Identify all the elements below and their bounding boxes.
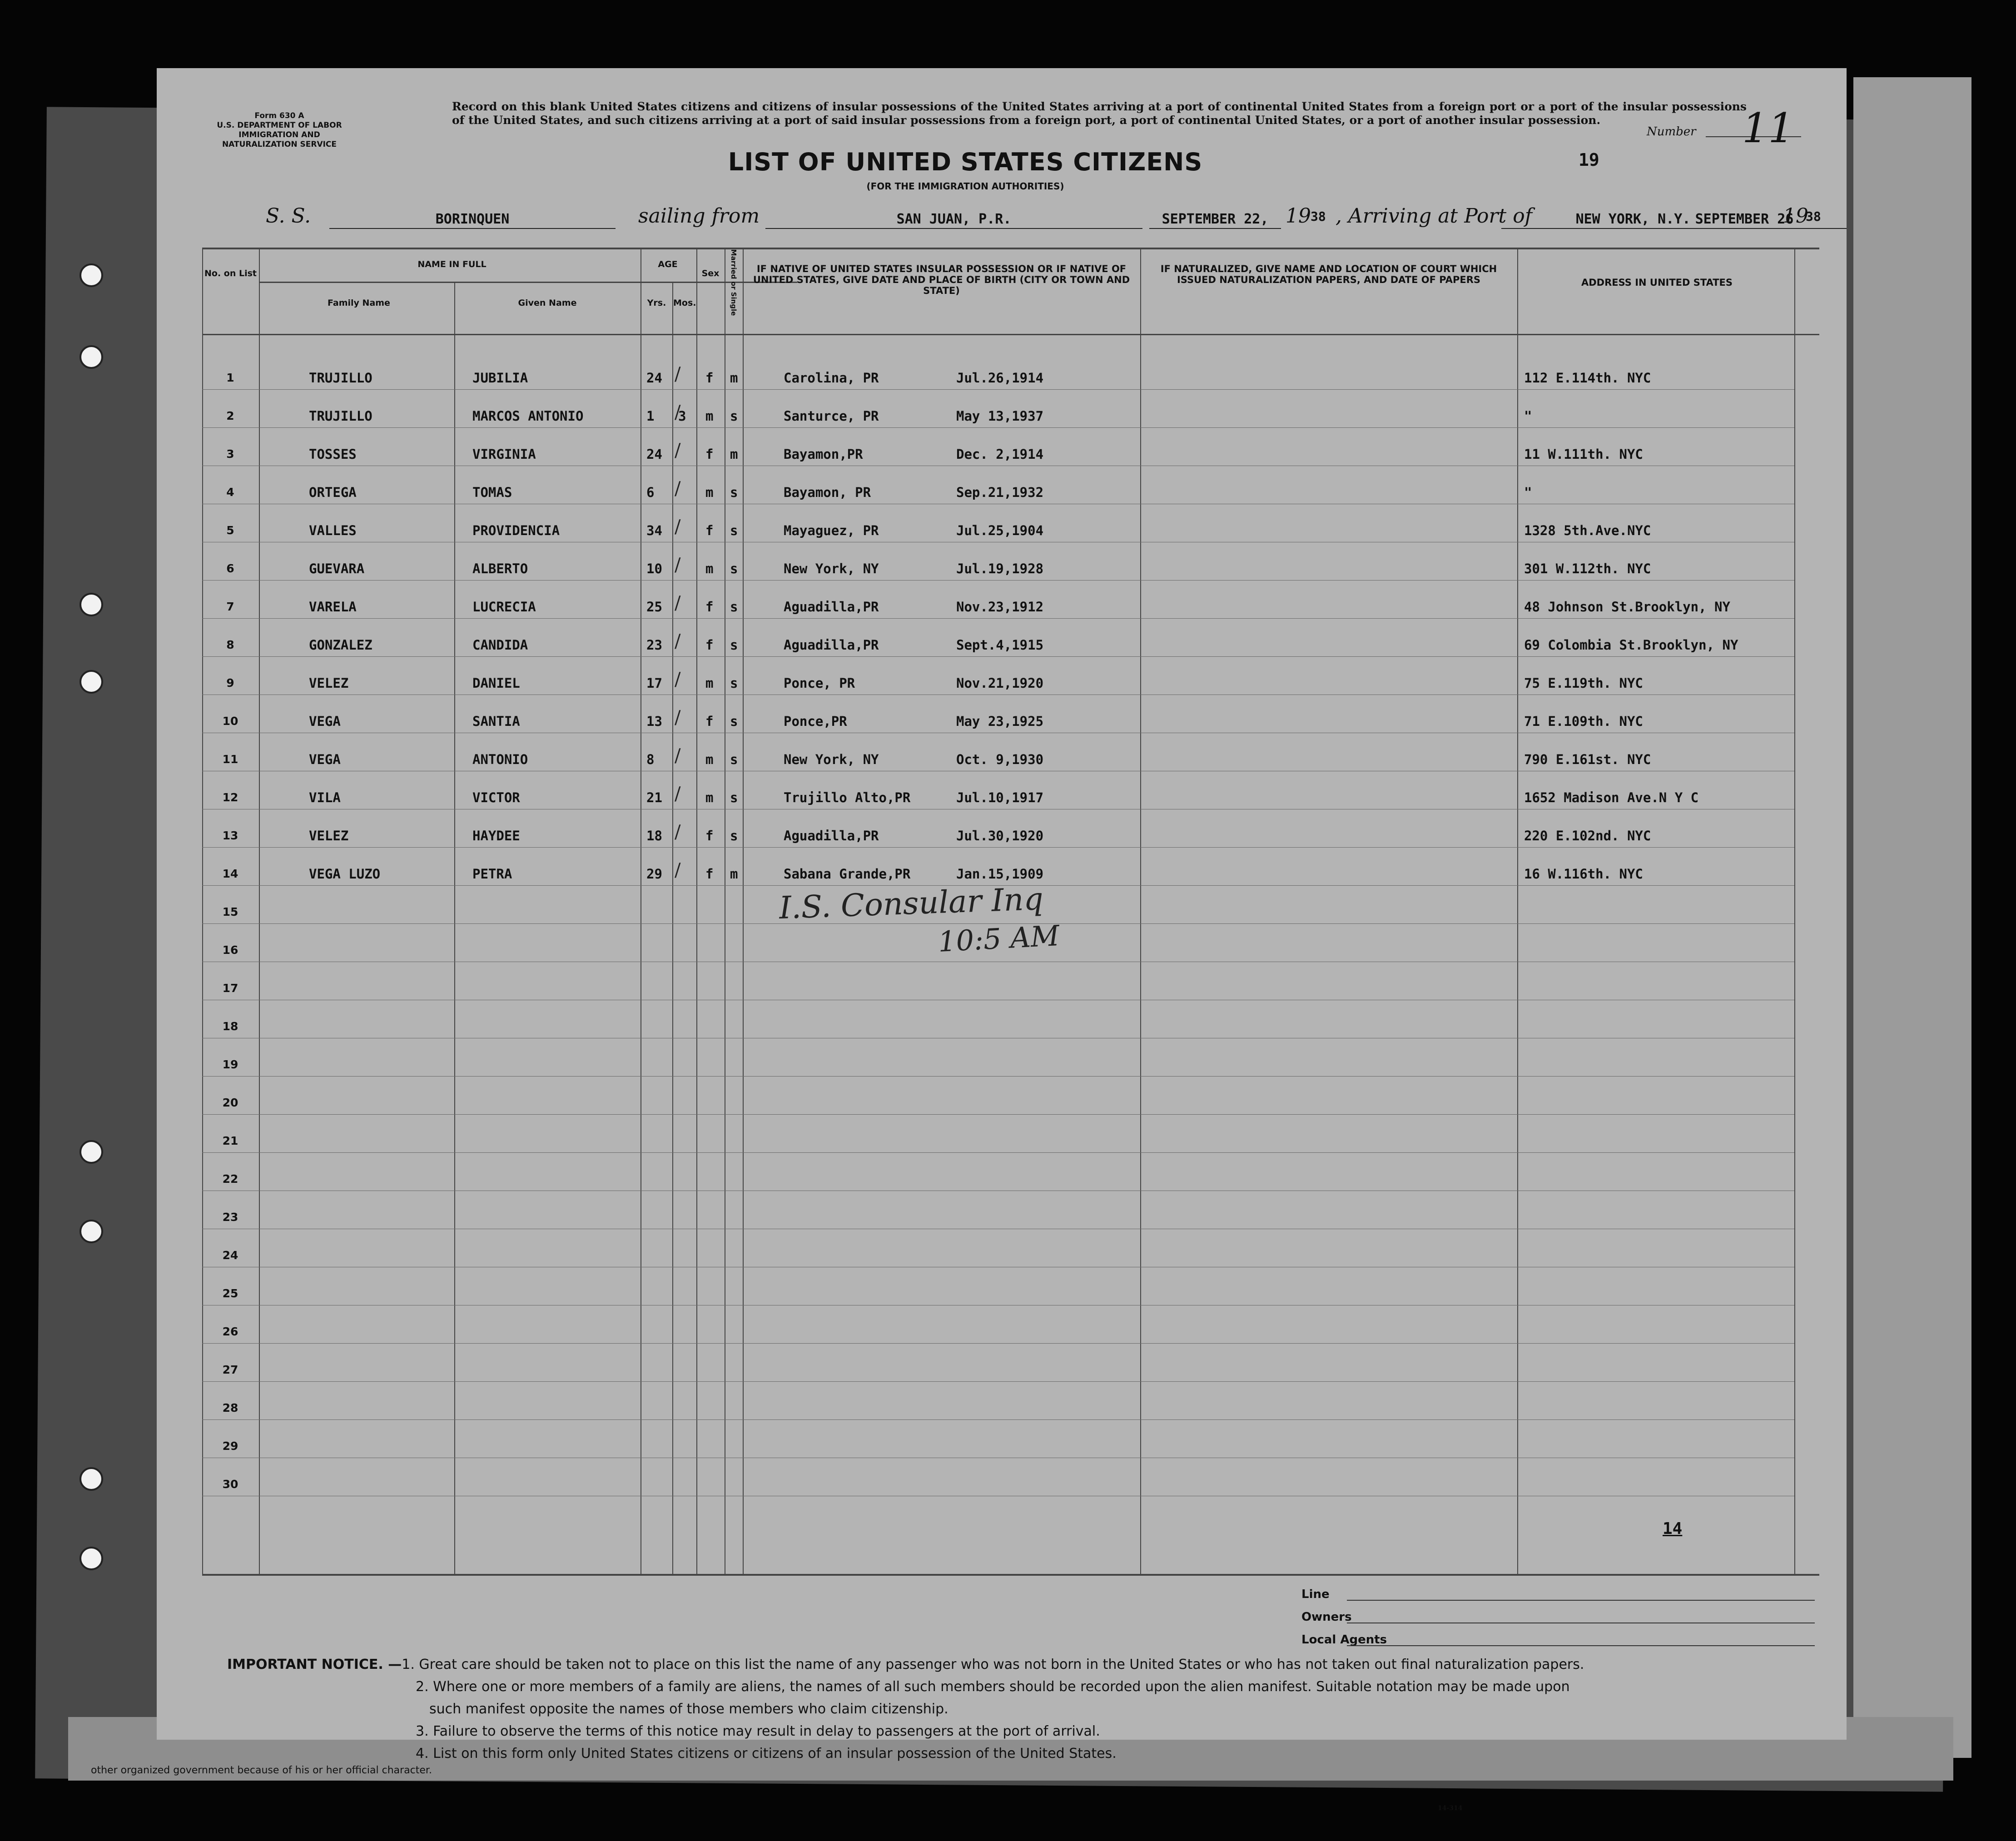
ss-label: S. S. (266, 204, 311, 228)
row-number: 27 (222, 1363, 238, 1376)
family-name: VEGA (309, 714, 341, 729)
row-rule (202, 427, 1794, 428)
birth-date: Jul.25,1904 (956, 523, 1044, 538)
header-given-name: Given Name (518, 298, 577, 308)
age-tick-mark: / (675, 593, 681, 614)
address: 48 Johnson St.Brooklyn, NY (1524, 599, 1730, 615)
address: 75 E.119th. NYC (1524, 675, 1643, 691)
col-line (743, 248, 744, 1574)
age-tick-mark: / (675, 860, 681, 881)
age-years: 13 (646, 714, 662, 729)
passenger-total: 14 (1663, 1519, 1683, 1538)
sex: f (705, 599, 714, 615)
row-number: 9 (226, 676, 234, 690)
address: 112 E.114th. NYC (1524, 370, 1651, 386)
given-name: MARCOS ANTONIO (472, 408, 584, 424)
row-rule (202, 1381, 1794, 1382)
century-label-2: 19 (1783, 204, 1808, 228)
age-tick-mark: / (675, 707, 681, 728)
page-edge (1853, 77, 1971, 1758)
birth-date: Oct. 9,1930 (956, 752, 1044, 767)
page-title: LIST OF UNITED STATES CITIZENS (728, 148, 1203, 176)
age-years: 29 (646, 866, 662, 882)
table-bottom-rule (202, 1574, 1819, 1576)
agents-field (1347, 1645, 1815, 1646)
given-name: SANTIA (472, 714, 520, 729)
row-number: 19 (222, 1058, 238, 1071)
row-number: 1 (226, 371, 234, 384)
age-years: 24 (646, 370, 662, 386)
age-tick-mark: / (675, 669, 681, 690)
service-name-1: IMMIGRATION AND (238, 130, 320, 139)
address: 1328 5th.Ave.NYC (1524, 523, 1651, 538)
family-name: TRUJILLO (309, 408, 372, 424)
departure-port: SAN JUAN, P.R. (765, 211, 1142, 229)
age-months: 3 (678, 408, 686, 424)
row-number: 6 (226, 562, 234, 575)
row-number: 3 (226, 447, 234, 461)
sex: f (705, 637, 714, 653)
marital-status: m (730, 370, 738, 386)
arrival-date: SEPTEMBER 26 (1642, 211, 1847, 229)
given-name: PETRA (472, 866, 512, 882)
sex: f (705, 828, 714, 844)
binder-hole (79, 1220, 103, 1243)
serial-stamp: 19 (1579, 150, 1599, 170)
sex: f (705, 866, 714, 882)
row-number: 23 (222, 1211, 238, 1224)
header-years: Yrs. (647, 298, 666, 308)
age-tick-mark: / (675, 402, 681, 423)
address: 301 W.112th. NYC (1524, 561, 1651, 576)
row-number: 15 (222, 905, 238, 918)
marital-status: m (730, 866, 738, 882)
agents-label: Local Agents (1301, 1633, 1387, 1647)
sex: f (705, 447, 714, 462)
family-name: TRUJILLO (309, 370, 372, 386)
family-name: GUEVARA (309, 561, 365, 576)
row-number: 7 (226, 600, 234, 613)
birth-place: Bayamon, PR (784, 485, 871, 500)
row-rule (202, 1152, 1794, 1153)
owners-label: Owners (1301, 1610, 1352, 1624)
marital-status: s (730, 790, 738, 805)
underlying-page-text: other organized government because of his or her official character. (91, 1765, 432, 1776)
birth-place: Aguadilla,PR (784, 599, 879, 615)
marital-status: m (730, 447, 738, 462)
age-years: 24 (646, 447, 662, 462)
row-number: 18 (222, 1020, 238, 1033)
row-number: 20 (222, 1096, 238, 1109)
binder-hole (79, 1547, 103, 1570)
col-line (696, 248, 697, 1574)
birth-date: Nov.23,1912 (956, 599, 1044, 615)
row-number: 10 (222, 715, 238, 728)
header-address: ADDRESS IN UNITED STATES (1581, 277, 1733, 288)
row-number: 16 (222, 943, 238, 957)
arriving-label: , Arriving at Port of (1336, 204, 1532, 228)
birth-place: Trujillo Alto,PR (784, 790, 911, 805)
age-years: 8 (646, 752, 655, 767)
birth-date: Jul.26,1914 (956, 370, 1044, 386)
row-number: 2 (226, 409, 234, 422)
line-field (1347, 1600, 1815, 1601)
row-number: 11 (222, 753, 238, 766)
marital-status: s (730, 561, 738, 576)
birth-date: Jul.30,1920 (956, 828, 1044, 844)
name-header-rule (259, 282, 797, 283)
marital-status: s (730, 675, 738, 691)
birth-date: Jul.10,1917 (956, 790, 1044, 805)
birth-date: Jul.19,1928 (956, 561, 1044, 576)
age-years: 25 (646, 599, 662, 615)
row-rule (202, 389, 1794, 390)
given-name: VICTOR (472, 790, 520, 805)
col-line (1140, 248, 1141, 1574)
age-years: 1 (646, 408, 655, 424)
service-name-2: NATURALIZATION SERVICE (222, 140, 337, 149)
row-number: 12 (222, 791, 238, 804)
row-number: 26 (222, 1325, 238, 1338)
age-years: 23 (646, 637, 662, 653)
row-number: 25 (222, 1287, 238, 1300)
binder-hole (79, 1140, 103, 1164)
header-sex: Sex (701, 268, 720, 278)
given-name: LUCRECIA (472, 599, 536, 615)
binder-hole (79, 670, 103, 694)
age-tick-mark: / (675, 631, 681, 652)
sex: m (705, 485, 714, 500)
row-number: 24 (222, 1249, 238, 1262)
address: 790 E.161st. NYC (1524, 752, 1651, 767)
family-name: GONZALEZ (309, 637, 372, 653)
row-number: 5 (226, 524, 234, 537)
page-subtitle: (FOR THE IMMIGRATION AUTHORITIES) (866, 181, 1064, 192)
sex: m (705, 790, 714, 805)
departure-year: 38 (1311, 209, 1326, 224)
family-name: VEGA LUZO (309, 866, 381, 882)
family-name: VILA (309, 790, 341, 805)
row-number: 21 (222, 1134, 238, 1147)
age-years: 18 (646, 828, 662, 844)
marital-status: s (730, 523, 738, 538)
row-rule (202, 1076, 1794, 1077)
age-years: 17 (646, 675, 662, 691)
given-name: ANTONIO (472, 752, 528, 767)
handwritten-note: I.S. Consular Inq (778, 881, 1044, 927)
row-rule (202, 1343, 1794, 1344)
birth-date: Dec. 2,1914 (956, 447, 1044, 462)
address: " (1524, 408, 1532, 424)
birth-place: Bayamon,PR (784, 447, 863, 462)
sex: m (705, 675, 714, 691)
marital-status: s (730, 828, 738, 844)
given-name: DANIEL (472, 675, 520, 691)
row-number: 17 (222, 982, 238, 995)
birth-place: New York, NY (784, 752, 879, 767)
birth-place: New York, NY (784, 561, 879, 576)
birth-place: Ponce,PR (784, 714, 847, 729)
notice-item-2a: 2. Where one or more members of a family are aliens, the names of all such members should be recorded upon the alien manifest. Suitable notation may be made upon (416, 1679, 1570, 1695)
age-tick-mark: / (675, 745, 681, 766)
row-rule (202, 1114, 1794, 1115)
notice-heading: IMPORTANT NOTICE. (227, 1657, 383, 1672)
birth-place: Sabana Grande,PR (784, 866, 911, 882)
row-number: 22 (222, 1172, 238, 1186)
list-number: 11 (1742, 104, 1794, 152)
binder-hole (79, 345, 103, 369)
notice-item-1: 1. Great care should be taken not to place on this list the name of any passenger who was not born in the United States or who has not taken out final naturalization papers. (402, 1657, 1584, 1672)
row-rule (202, 618, 1794, 619)
number-label: Number (1647, 125, 1696, 139)
line-label: Line (1301, 1588, 1330, 1601)
marital-status: s (730, 485, 738, 500)
given-name: VIRGINIA (472, 447, 536, 462)
table-top-rule (202, 248, 1819, 249)
sex: f (705, 714, 714, 729)
birth-date: Sept.4,1915 (956, 637, 1044, 653)
age-years: 34 (646, 523, 662, 538)
row-number: 28 (222, 1401, 238, 1414)
family-name: VEGA (309, 752, 341, 767)
col-line (672, 282, 673, 1574)
age-tick-mark: / (675, 784, 681, 804)
header-naturalized: IF NATURALIZED, GIVE NAME AND LOCATION OF COURT WHICH ISSUED NATURALIZATION PAPERS, AND DATE OF PAPERS (1160, 263, 1497, 285)
family-name: ORTEGA (309, 485, 357, 500)
family-name: VARELA (309, 599, 357, 615)
col-line (202, 248, 203, 1574)
birth-date: Nov.21,1920 (956, 675, 1044, 691)
age-tick-mark: / (675, 822, 681, 843)
address: 71 E.109th. NYC (1524, 714, 1643, 729)
header-married-or-single: Married or Single (730, 249, 738, 316)
age-tick-mark: / (675, 440, 681, 461)
row-number: 29 (222, 1439, 238, 1453)
given-name: HAYDEE (472, 828, 520, 844)
age-years: 21 (646, 790, 662, 805)
birth-date: May 13,1937 (956, 408, 1044, 424)
print-code: 14-314 (1438, 1805, 1463, 1812)
birth-date: Sep.21,1932 (956, 485, 1044, 500)
age-tick-mark: / (675, 555, 681, 576)
department-name: U.S. DEPARTMENT OF LABOR (217, 121, 342, 130)
row-number: 30 (222, 1478, 238, 1491)
age-tick-mark: / (675, 516, 681, 537)
sailing-label: sailing from (638, 204, 760, 228)
important-notice: IMPORTANT NOTICE. —1. Great care should be taken not to place on this list the name of any passenger who was not born in the United States or who has not taken out final naturalization papers. 2. Where one or more members of a family are aliens, the names of all such members should be recorded upon the alien manifest. Suitable notation may be made upon such manifest opposite the names of those members who claim citizenship. 3. Failure to observe the terms of this notice may result in delay to passengers at the port of arrival. 4. List on this form only United States citizens or citizens of an insular possession of the United States. (227, 1653, 1835, 1765)
age-tick-mark: / (675, 478, 681, 499)
row-number: 8 (226, 638, 234, 651)
age-years: 10 (646, 561, 662, 576)
address: 69 Colombia St.Brooklyn, NY (1524, 637, 1738, 653)
given-name: JUBILIA (472, 370, 528, 386)
handwritten-time: 10:5 AM (937, 919, 1060, 958)
age-tick-mark: / (675, 364, 681, 385)
notice-item-3: 3. Failure to observe the terms of this notice may result in delay to passengers at the port of arrival. (416, 1723, 1100, 1739)
binder-hole (79, 263, 103, 287)
given-name: ALBERTO (472, 561, 528, 576)
header-birth: IF NATIVE OF UNITED STATES INSULAR POSSESSION OR IF NATIVE OF UNITED STATES, GIVE DATE AND PLACE OF BIRTH (CITY OR TOWN AND STATE) (753, 263, 1130, 296)
row-number: 4 (226, 486, 234, 499)
birth-place: Mayaguez, PR (784, 523, 879, 538)
given-name: PROVIDENCIA (472, 523, 560, 538)
address: 16 W.116th. NYC (1524, 866, 1643, 882)
address: 220 E.102nd. NYC (1524, 828, 1651, 844)
sex: f (705, 370, 714, 386)
birth-place: Aguadilla,PR (784, 828, 879, 844)
col-line (454, 282, 455, 1574)
address: " (1524, 485, 1532, 500)
sex: m (705, 408, 714, 424)
notice-item-4: 4. List on this form only United States citizens or citizens of an insular possession of the United States. (416, 1746, 1117, 1762)
notice-item-2b: such manifest opposite the names of those members who claim citizenship. (429, 1701, 948, 1717)
row-rule (202, 1419, 1794, 1420)
marital-status: s (730, 637, 738, 653)
given-name: TOMAS (472, 485, 512, 500)
header-family-name: Family Name (328, 298, 390, 308)
age-years: 6 (646, 485, 655, 500)
binder-hole (79, 593, 103, 616)
col-line (1794, 248, 1795, 1574)
form-identifier (211, 111, 348, 149)
header-no-on-list: No. on List (204, 268, 257, 278)
row-rule (202, 580, 1794, 581)
col-line (259, 248, 260, 1574)
row-number: 13 (222, 829, 238, 842)
row-rule (202, 847, 1794, 848)
row-rule (202, 656, 1794, 657)
sex: m (705, 561, 714, 576)
family-name: VELEZ (309, 828, 349, 844)
departure-date: SEPTEMBER 22, (1149, 211, 1281, 229)
header-bottom-rule (202, 334, 1819, 335)
birth-place: Aguadilla,PR (784, 637, 879, 653)
sex: m (705, 752, 714, 767)
address: 11 W.111th. NYC (1524, 447, 1643, 462)
family-name: VELEZ (309, 675, 349, 691)
birth-place: Ponce, PR (784, 675, 855, 691)
row-number: 14 (222, 867, 238, 880)
arrival-year: 38 (1806, 209, 1821, 224)
marital-status: s (730, 599, 738, 615)
arrival-port: NEW YORK, N.Y. (1501, 211, 1765, 229)
col-line (1517, 248, 1518, 1574)
birth-place: Carolina, PR (784, 370, 879, 386)
marital-status: s (730, 408, 738, 424)
marital-status: s (730, 752, 738, 767)
given-name: CANDIDA (472, 637, 528, 653)
form-number: Form 630 A (254, 111, 304, 120)
binder-hole (79, 1467, 103, 1491)
header-age: AGE (658, 259, 678, 269)
century-label-1: 19 (1286, 204, 1311, 228)
marital-status: s (730, 714, 738, 729)
header-name-in-full: NAME IN FULL (417, 259, 487, 269)
header-months: Mos. (673, 298, 696, 308)
birth-date: Jan.15,1909 (956, 866, 1044, 882)
family-name: TOSSES (309, 447, 357, 462)
ship-name: BORINQUEN (329, 211, 616, 229)
sex: f (705, 523, 714, 538)
family-name: VALLES (309, 523, 357, 538)
birth-date: May 23,1925 (956, 714, 1044, 729)
birth-place: Santurce, PR (784, 408, 879, 424)
form-instructions: Record on this blank United States citizens and citizens of insular possessions of the United States arriving at a port of continental United States from a foreign port or a port of the insular possessions of the United States, and such citizens arriving at a port of said insular possessions from a foreign port, a port of continental United States, or a port of another insular possession. (452, 100, 1747, 127)
address: 1652 Madison Ave.N Y C (1524, 790, 1699, 805)
